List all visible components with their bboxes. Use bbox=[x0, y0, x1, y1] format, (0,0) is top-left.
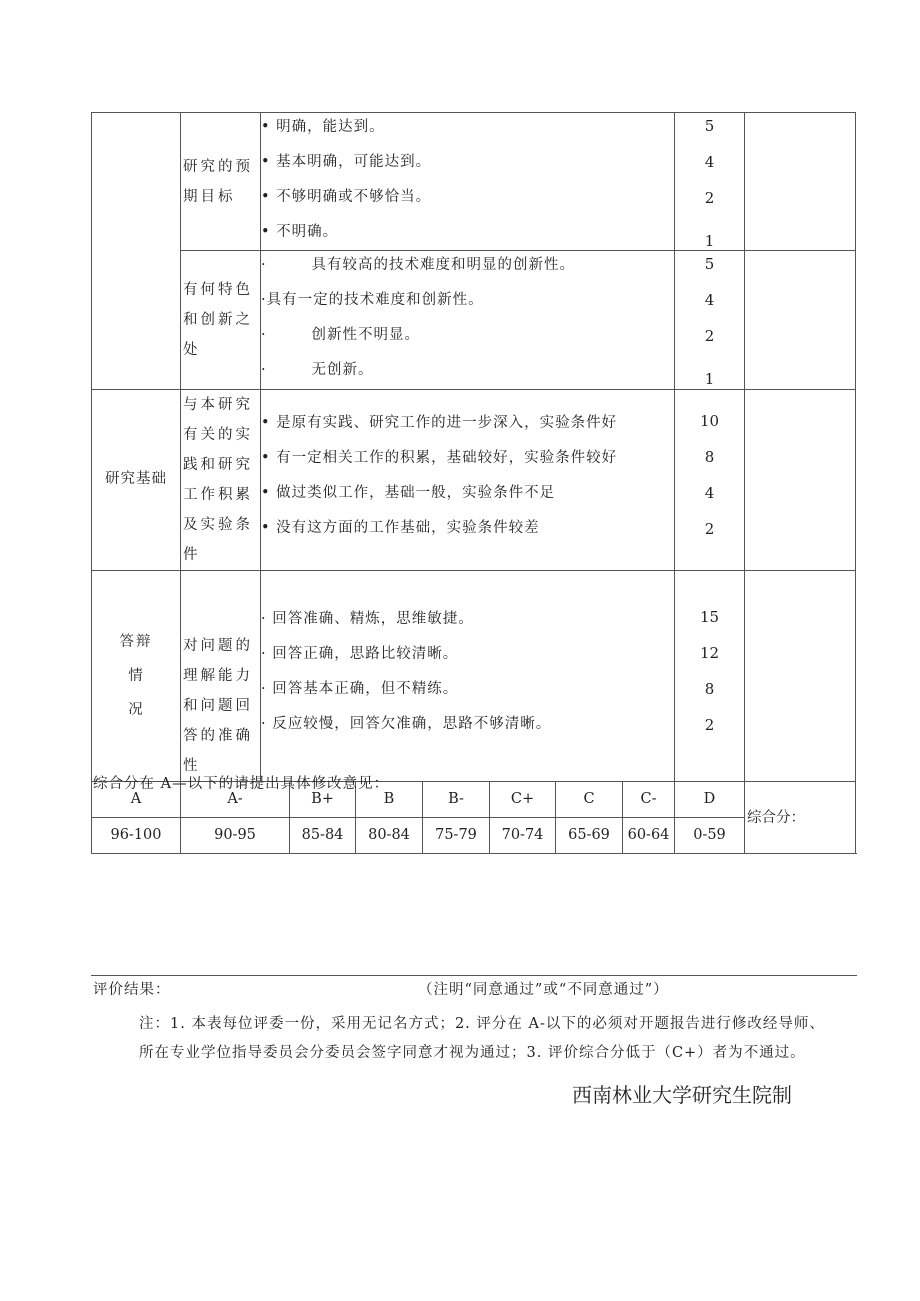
points-value: 10 bbox=[699, 412, 720, 430]
points-value: 12 bbox=[699, 644, 720, 662]
grade-range: 65-69 bbox=[556, 818, 623, 854]
grade-range: 60-64 bbox=[623, 818, 675, 854]
range-row bbox=[92, 818, 856, 854]
points-defense bbox=[675, 571, 745, 782]
points-value: 2 bbox=[704, 716, 715, 734]
subcategory-defense: 对问题的理解能力和问题回答的准确性 bbox=[181, 571, 261, 782]
criterion-line: · 具有较高的技术难度和明显的创新性。 bbox=[261, 257, 575, 273]
category-line: 情 bbox=[128, 668, 144, 684]
subcategory-expected-goals: 研究的预期目标 bbox=[181, 113, 261, 251]
points-value: 8 bbox=[704, 680, 715, 698]
result-label: 评价结果： bbox=[93, 982, 171, 998]
grade-range: 70-74 bbox=[490, 818, 556, 854]
category-research-foundation: 研究基础 bbox=[92, 390, 181, 571]
points-expected-goals bbox=[675, 113, 745, 251]
row-expected-goals bbox=[92, 113, 856, 251]
points-value: 4 bbox=[704, 153, 715, 171]
issuing-organization: 西南林业大学研究生院制 bbox=[572, 1083, 792, 1107]
score-cell[interactable] bbox=[745, 251, 856, 390]
points-innovation bbox=[675, 251, 745, 390]
grade-range: 75-79 bbox=[423, 818, 490, 854]
subcategory-innovation: 有何特色和创新之处 bbox=[181, 251, 261, 390]
grade-range: 0-59 bbox=[675, 818, 745, 854]
criterion-line: ·具有一定的技术难度和创新性。 bbox=[261, 292, 484, 308]
points-value: 8 bbox=[704, 448, 715, 466]
grade-letter: C+ bbox=[490, 782, 556, 818]
grade-letter: D bbox=[675, 782, 745, 818]
footnote-line-2: 所在专业学位指导委员会分委员会签字同意才视为通过；3. 评价综合分低于（C+）者为不通过。 bbox=[139, 1045, 806, 1061]
grade-letter: A bbox=[92, 782, 181, 818]
grade-letter: B bbox=[356, 782, 423, 818]
subcategory-research-foundation: 与本研究有关的实践和研究工作积累及实验条件 bbox=[181, 390, 261, 571]
divider bbox=[91, 975, 857, 976]
footnote-line-1: 注：1. 本表每位评委一份，采用无记名方式；2. 评分在 A-以下的必须对开题报告进行修改经导师、 bbox=[139, 1016, 825, 1032]
grade-letter: C- bbox=[623, 782, 675, 818]
grade-letter: B+ bbox=[290, 782, 356, 818]
grade-range: 80-84 bbox=[356, 818, 423, 854]
grade-letter: B- bbox=[423, 782, 490, 818]
below-a-note: 综合分在 A—以下的请提出具体修改意见： bbox=[93, 776, 390, 792]
category-cell-empty bbox=[92, 113, 181, 390]
criterion-line: • 基本明确，可能达到。 bbox=[261, 153, 432, 170]
points-value: 4 bbox=[704, 484, 715, 502]
points-value: 5 bbox=[704, 255, 715, 273]
criteria-expected-goals bbox=[261, 113, 675, 251]
points-value: 1 bbox=[704, 232, 715, 250]
score-cell[interactable] bbox=[745, 571, 856, 782]
criteria-innovation bbox=[261, 251, 675, 390]
category-defense bbox=[92, 571, 181, 782]
total-score-cell[interactable] bbox=[745, 782, 856, 854]
criterion-line: • 没有这方面的工作基础，实验条件较差 bbox=[261, 520, 540, 536]
criterion-line: • 是原有实践、研究工作的进一步深入，实验条件好 bbox=[261, 415, 618, 431]
criterion-line: · 创新性不明显。 bbox=[261, 327, 420, 343]
evaluation-table bbox=[91, 112, 856, 854]
category-line: 答辩 bbox=[119, 634, 153, 650]
points-value: 2 bbox=[704, 520, 715, 538]
criterion-line: · 回答正确，思路比较清晰。 bbox=[261, 646, 459, 662]
criterion-line: • 不明确。 bbox=[261, 223, 339, 240]
row-defense bbox=[92, 571, 856, 782]
points-value: 2 bbox=[704, 327, 715, 345]
score-cell[interactable] bbox=[745, 390, 856, 571]
row-innovation bbox=[92, 251, 856, 390]
criterion-line: · 回答基本正确，但不精练。 bbox=[261, 681, 459, 697]
points-research-foundation bbox=[675, 390, 745, 571]
criteria-research-foundation bbox=[261, 390, 675, 571]
criterion-line: • 做过类似工作，基础一般，实验条件不足 bbox=[261, 485, 556, 501]
criterion-line: · 无创新。 bbox=[261, 362, 374, 378]
criterion-line: · 回答准确、精炼，思维敏捷。 bbox=[261, 611, 474, 627]
grade-letter: A- bbox=[181, 782, 290, 818]
criteria-defense bbox=[261, 571, 675, 782]
score-cell[interactable] bbox=[745, 113, 856, 251]
result-note: （注明“同意通过”或“不同意通过”） bbox=[418, 982, 669, 998]
criterion-line: · 反应较慢，回答欠准确，思路不够清晰。 bbox=[261, 716, 552, 732]
row-research-foundation bbox=[92, 390, 856, 571]
grade-range: 90-95 bbox=[181, 818, 290, 854]
points-value: 1 bbox=[704, 370, 715, 388]
points-value: 5 bbox=[704, 117, 715, 135]
criterion-line: • 不够明确或不够恰当。 bbox=[261, 188, 432, 205]
grade-letter: C bbox=[556, 782, 623, 818]
points-value: 4 bbox=[704, 291, 715, 309]
criterion-line: • 有一定相关工作的积累，基础较好，实验条件较好 bbox=[261, 450, 618, 466]
total-score-label: 综合分： bbox=[747, 810, 805, 826]
points-value: 15 bbox=[699, 608, 720, 626]
criterion-line: • 明确，能达到。 bbox=[261, 118, 385, 135]
grade-range: 96-100 bbox=[92, 818, 181, 854]
grade-range: 85-84 bbox=[290, 818, 356, 854]
points-value: 2 bbox=[704, 189, 715, 207]
category-line: 况 bbox=[128, 702, 144, 718]
